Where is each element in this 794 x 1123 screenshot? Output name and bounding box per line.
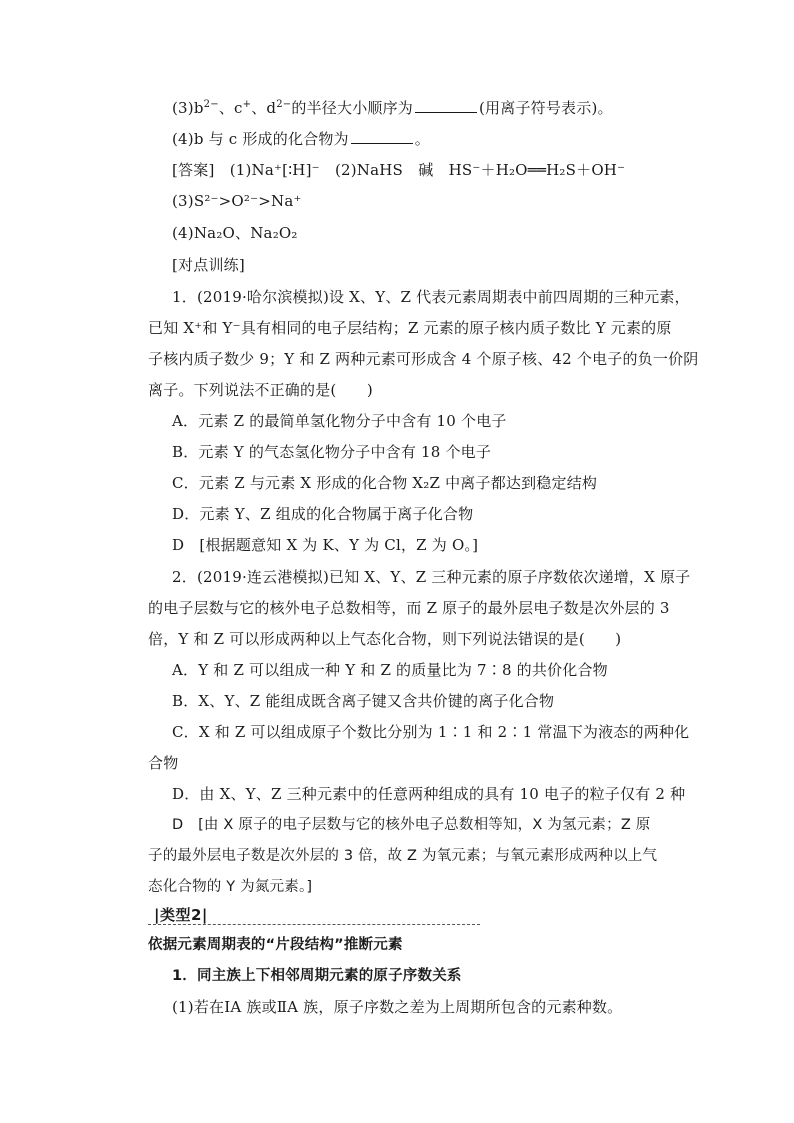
q2-option-a: A．Y 和 Z 可以组成一种 Y 和 Z 的质量比为 7∶8 的共价化合物 bbox=[172, 661, 608, 679]
q1-option-a: A．元素 Z 的最简单氢化物分子中含有 10 个电子 bbox=[172, 412, 507, 430]
q2-text-1: 2．(2019·连云港模拟)已知 X、Y、Z 三种元素的原子序数依次递增，X 原子 bbox=[172, 568, 691, 586]
q2-option-d: D．由 X、Y、Z 三种元素中的任意两种组成的具有 10 电子的粒子仅有 2 种 bbox=[172, 785, 686, 803]
q2-answer-3: 态化合物的 Y 为氮元素。] bbox=[148, 879, 313, 895]
answer-blank[interactable] bbox=[415, 98, 477, 113]
q1-option-b: B．元素 Y 的气态氢化物分子中含有 18 个电子 bbox=[172, 443, 492, 461]
q1-text-2: 已知 X⁺和 Y⁻具有相同的电子层结构；Z 元素的原子核内质子数比 Y 元素的原 bbox=[148, 319, 672, 337]
section-item-1: 1．同主族上下相邻周期元素的原子序数关系 bbox=[172, 968, 462, 984]
q2-answer-1: D [由 X 原子的电子层数与它的核外电子总数相等知，X 为氢元素；Z 原 bbox=[172, 817, 651, 833]
q1-answer: D [根据题意知 X 为 K、Y 为 Cl，Z 为 O。] bbox=[172, 536, 479, 554]
section-divider bbox=[148, 924, 480, 925]
practice-heading: [对点训练] bbox=[172, 256, 245, 274]
q2-text-3: 倍，Y 和 Z 可以形成两种以上气态化合物，则下列说法错误的是( ) bbox=[148, 630, 622, 648]
section-title: 依据元素周期表的“片段结构”推断元素 bbox=[148, 937, 403, 953]
q1-text-1: 1．(2019·哈尔滨模拟)设 X、Y、Z 代表元素周期表中前四周期的三种元素， bbox=[172, 288, 690, 306]
answer-line-2: (3)S²⁻>O²⁻>Na⁺ bbox=[172, 192, 302, 210]
q1-text-3: 子核内质子数少 9；Y 和 Z 两种元素可形成含 4 个原子核、42 个电子的负一价阴 bbox=[148, 350, 699, 368]
line-q3: $(3)b^{2-}$、c+、$d^{2-}$的半径大小顺序为 (用离子符号表示)。 bbox=[172, 99, 613, 117]
answer-blank[interactable] bbox=[351, 129, 413, 144]
answer-line-3: (4)Na₂O、Na₂O₂ bbox=[172, 224, 298, 242]
q1-option-d: D．元素 Y、Z 组成的化合物属于离子化合物 bbox=[172, 505, 474, 523]
section-item-1a: (1)若在ⅠA 族或ⅡA 族，原子序数之差为上周期所包含的元素种数。 bbox=[172, 998, 623, 1016]
q1-text-4: 离子。下列说法不正确的是( ) bbox=[148, 381, 373, 399]
q2-text-2: 的电子层数与它的核外电子总数相等，而 Z 原子的最外层电子数是次外层的 3 bbox=[148, 599, 670, 617]
q1-option-c: C．元素 Z 与元素 X 形成的化合物 X₂Z 中离子都达到稳定结构 bbox=[172, 474, 598, 492]
type-tag: |类型2| bbox=[154, 906, 208, 924]
q2-option-c-2: 合物 bbox=[148, 754, 179, 772]
q2-answer-2: 子的最外层电子数是次外层的 3 倍，故 Z 为氧元素；与氧元素形成两种以上气 bbox=[148, 848, 658, 864]
q2-option-b: B．X、Y、Z 能组成既含离子键又含共价键的离子化合物 bbox=[172, 692, 555, 710]
answer-line-1: [答案] (1)Na⁺[∶H]⁻ (2)NaHS 碱 HS⁻＋H₂O══H₂S＋OH⁻ bbox=[172, 161, 626, 179]
line-q4: (4)b 与 c 形成的化合物为 。 bbox=[172, 130, 430, 148]
q2-option-c-1: C．X 和 Z 可以组成原子个数比分别为 1∶1 和 2∶1 常温下为液态的两种化 bbox=[172, 723, 690, 741]
